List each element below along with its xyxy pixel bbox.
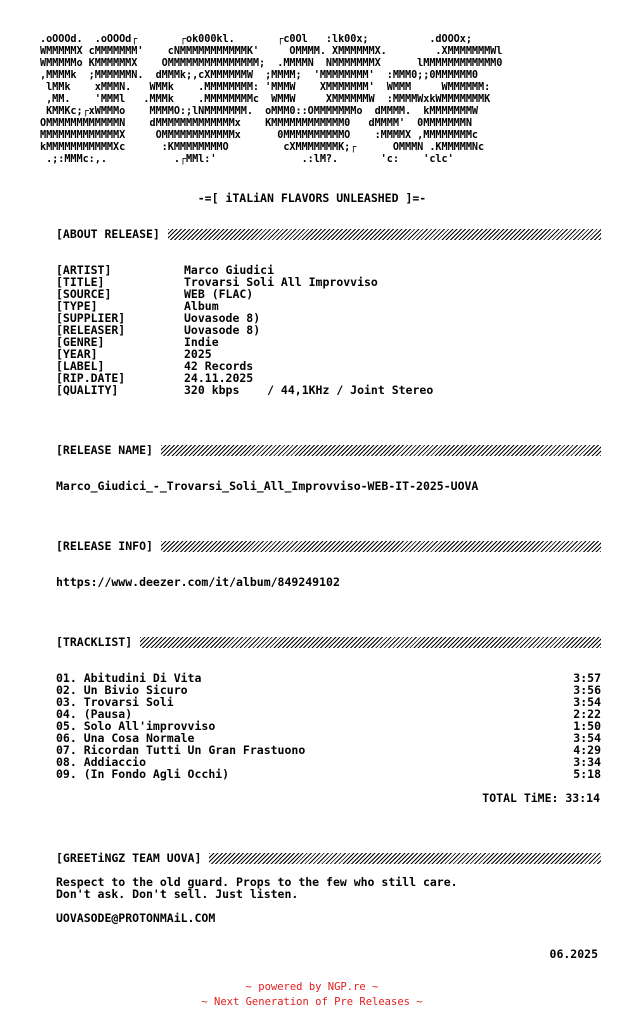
- about-value: 42 Records: [184, 359, 254, 373]
- track-title: 05. Solo All'improvviso: [56, 719, 216, 733]
- track-duration: 3:57: [573, 671, 601, 685]
- release-name-value: Marco_Giudici_-_Trovarsi_Soli_All_Improvviso-WEB-IT-2025-UOVA: [56, 479, 479, 493]
- hatch-divider: [140, 637, 601, 648]
- track-title: 07. Ricordan Tutti Un Gran Frastuono: [56, 743, 306, 757]
- section-title-tracklist: [TRACKLIST]: [56, 635, 133, 649]
- track-row: [56, 768, 601, 780]
- about-key: [RELEASER]: [56, 323, 126, 337]
- about-key: [QUALITY]: [56, 383, 119, 397]
- about-key: [YEAR]: [56, 347, 98, 361]
- about-row: [56, 288, 433, 300]
- section-title-release-name: [RELEASE NAME]: [56, 443, 153, 457]
- about-value: Indie: [184, 335, 219, 349]
- hatch-divider: [209, 853, 601, 864]
- track-title: 06. Una Cosa Normale: [56, 731, 195, 745]
- about-key: [RIP.DATE]: [56, 371, 126, 385]
- total-time: TOTAL TiME: 33:14: [482, 791, 600, 805]
- about-key: [GENRE]: [56, 335, 105, 349]
- about-value: Uovasode 8): [184, 323, 261, 337]
- track-title: 01. Abitudini Di Vita: [56, 671, 202, 685]
- track-duration: 3:54: [573, 731, 601, 745]
- hatch-divider: [168, 229, 601, 240]
- section-header-tracklist: [56, 636, 601, 648]
- about-release-list: [56, 264, 433, 396]
- about-value: Marco Giudici: [184, 263, 275, 277]
- hatch-divider: [161, 541, 601, 552]
- track-duration: 3:34: [573, 755, 601, 769]
- track-duration: 3:56: [573, 683, 601, 697]
- section-header-release-name: [56, 444, 601, 456]
- footer-powered-by: ~ powered by NGP.re ~: [245, 981, 379, 993]
- about-row: [56, 324, 433, 336]
- track-title: 08. Addiaccio: [56, 755, 147, 769]
- greetings-line-2: Don't ask. Don't sell. Just listen.: [56, 887, 299, 901]
- track-title: 04. (Pausa): [56, 707, 133, 721]
- contact-email[interactable]: UOVASODE@PROTONMAiL.COM: [56, 911, 216, 925]
- about-key: [TITLE]: [56, 275, 105, 289]
- about-row: [56, 336, 433, 348]
- about-value: 24.11.2025: [184, 371, 254, 385]
- track-row: [56, 696, 601, 708]
- track-duration: 1:50: [573, 719, 601, 733]
- hatch-divider: [161, 445, 601, 456]
- track-title: 03. Trovarsi Soli: [56, 695, 174, 709]
- about-key: [TYPE]: [56, 299, 98, 313]
- section-header-about: [56, 228, 601, 240]
- track-duration: 3:54: [573, 695, 601, 709]
- about-key: [ARTIST]: [56, 263, 112, 277]
- about-value: Uovasode 8): [184, 311, 261, 325]
- section-title-release-info: [RELEASE INFO]: [56, 539, 153, 553]
- track-duration: 4:29: [573, 743, 601, 757]
- track-title: 02. Un Bivio Sicuro: [56, 683, 188, 697]
- tagline: -=[ iTALiAN FLAVORS UNLEASHED ]=-: [197, 191, 427, 205]
- about-key: [SOURCE]: [56, 287, 112, 301]
- about-key: [LABEL]: [56, 359, 105, 373]
- tracklist: [56, 672, 601, 780]
- track-duration: 5:18: [573, 767, 601, 781]
- ascii-art-logo: .oOOOd. .oOOOd┌ ┌ok000kl. ┌c0Ol :lk00x; .dOOOx; WMMMMMX cMMMMMMM' cNMMMMMMMMMMMK' OMMMM. XMMMMMMX. .XMMMMMMMWl WMMMMMo KMMMMMMX OMMMMMMMMMMMMMMM; .MMMMN NMMMMMMMX lMMMMMMMMMMMM0 ,MMMMk ;MMMMMMN. dMMMk;,cXMMMMMMW ;MMMM; 'MMMMMMMM' :MMM0;;0MMMMMM0 lMMk xMMMN. WMMk .MMMMMMMM: 'MMMW XMMMMMMM' WMMM WMMMMMM: ,MM. 'MMMl .MMMk .MMMMMMMMc WMMW XMMMMMMW :MMMMWxkWMMMMMMMK KMMKc;┌xWMMMo MMMMO:;lNMMMMMMM. oMMM0::OMMMMMMMo dMMMM. kMMMMMMMW OMMMMMMMMMMMMN dMMMMMMMMMMMMMx KMMMMMMMMMMMM0 dMMMM' 0MMMMMMMN MMMMMMMMMMMMMX OMMMMMMMMMMMMx 0MMMMMMMMMMO :MMMMX ,MMMMMMMMc kMMMMMMMMMMMXc :KMMMMMMMMO cXMMMMMMMK;┌ OMMMN .KMMMMMNc .;:MMMc:,. .┌MMl:' .:lM?. 'c: 'clc': [40, 34, 503, 165]
- release-info-link[interactable]: https://www.deezer.com/it/album/849249102: [56, 575, 340, 589]
- section-title-greetings: [GREETiNGZ TEAM UOVA]: [56, 851, 202, 865]
- section-title-about: [ABOUT RELEASE]: [56, 227, 160, 241]
- about-value: WEB (FLAC): [184, 287, 254, 301]
- footer-tagline: ~ Next Generation of Pre Releases ~: [201, 996, 423, 1008]
- about-value: 320 kbps / 44,1KHz / Joint Stereo: [184, 383, 434, 397]
- greetings-line-1: Respect to the old guard. Props to the few who still care.: [56, 875, 458, 889]
- track-duration: 2:22: [573, 707, 601, 721]
- section-header-greetings: [56, 852, 601, 864]
- section-header-release-info: [56, 540, 601, 552]
- release-date: 06.2025: [549, 947, 598, 961]
- about-value: Album: [184, 299, 219, 313]
- about-value: Trovarsi Soli All Improvviso: [184, 275, 378, 289]
- track-title: 09. (In Fondo Agli Occhi): [56, 767, 230, 781]
- about-row: [56, 384, 433, 396]
- about-value: 2025: [184, 347, 212, 361]
- about-key: [SUPPLIER]: [56, 311, 126, 325]
